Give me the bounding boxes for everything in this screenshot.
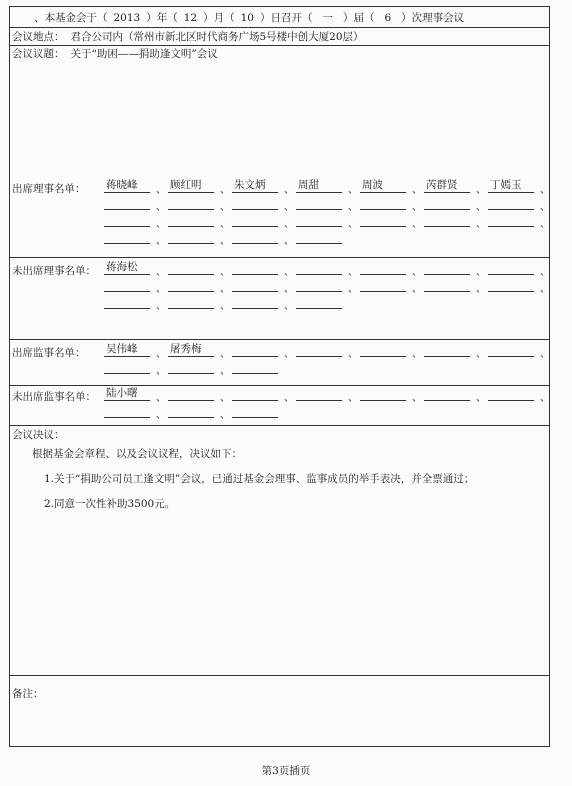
name-separator: 、 [284,349,294,360]
name-slot [168,360,214,374]
name-separator: 、 [220,236,230,247]
name-separator: 、 [348,267,358,278]
divider [10,45,549,46]
divider [10,425,549,426]
name-separator: 、 [156,301,166,312]
name-separator: 、 [284,393,294,404]
divider [10,385,549,386]
topic-row [12,47,218,61]
name-slot [232,230,278,244]
name-separator: 、 [348,284,358,295]
name-slot [232,278,278,292]
name-row [104,179,550,196]
name-slot: 周甜 [296,179,342,193]
name-separator: 、 [220,301,230,312]
name-separator: 、 [412,349,422,360]
name-slot [360,278,406,292]
name-separator: 、 [220,185,230,196]
name-slot [168,295,214,309]
divider [10,257,549,258]
name-slot [296,196,342,210]
name-row [104,360,550,377]
name-slot [232,196,278,210]
resolution-item-2: 2.同意一次性补助3500元。 [44,498,176,510]
name-separator: 、 [284,202,294,213]
name-slot: 陆小曙 [104,387,150,401]
month-value: 12 [183,12,198,24]
name-separator: 、 [476,185,486,196]
name-slot [488,278,534,292]
name-separator: 、 [412,185,422,196]
name-slot [360,343,406,357]
name-row [104,404,550,421]
name-separator: 、 [156,366,166,377]
name-separator: 、 [540,219,550,230]
name-slot: 丁嫣玉 [488,179,534,193]
name-slot [424,343,470,357]
name-slot: 蒋晓峰 [104,179,150,193]
name-separator: 、 [412,219,422,230]
name-slot [168,230,214,244]
name-slot [488,343,534,357]
name-slot: 吴伟峰 [104,343,150,357]
name-separator: 、 [476,202,486,213]
name-slot [232,360,278,374]
name-separator: 、 [220,410,230,421]
name-slot [488,196,534,210]
name-separator: 、 [540,202,550,213]
location-label: 会议地点： [12,31,65,43]
name-row [104,213,550,230]
absent-supervisors-label: 未出席监事名单： [12,391,96,403]
name-separator: 、 [220,349,230,360]
name-slot [104,213,150,227]
name-separator: 、 [156,284,166,295]
absent-directors-label: 未出席理事名单： [12,265,96,277]
name-separator: 、 [348,185,358,196]
name-separator: 、 [156,236,166,247]
absent-supervisors-list [104,387,550,421]
attending-directors-list [104,179,550,247]
name-separator: 、 [412,202,422,213]
name-separator: 、 [540,267,550,278]
name-separator: 、 [220,366,230,377]
name-separator: 、 [348,393,358,404]
name-slot [104,196,150,210]
name-slot [296,343,342,357]
name-slot [168,387,214,401]
name-row [104,230,550,247]
name-separator: 、 [476,349,486,360]
name-slot: 顾红明 [168,179,214,193]
name-separator: 、 [156,393,166,404]
name-slot [296,295,342,309]
name-slot [168,278,214,292]
name-separator: 、 [220,393,230,404]
name-separator: 、 [156,219,166,230]
location-value: 君合公司内（常州市新北区时代商务广场5号楼中创大厦20层） [70,31,364,43]
day-value: 10 [240,12,254,24]
name-slot [168,213,214,227]
name-row [104,261,550,278]
name-slot [104,230,150,244]
name-separator: 、 [540,393,550,404]
name-slot [296,278,342,292]
name-separator: 、 [220,284,230,295]
name-row [104,295,550,312]
name-slot [104,295,150,309]
name-slot [232,404,278,418]
divider [10,675,549,676]
name-slot [296,261,342,275]
name-slot [424,196,470,210]
name-slot: 蒋海松 [104,261,150,275]
term-value: 一 [322,12,333,24]
name-slot [168,196,214,210]
name-slot: 屠秀梅 [168,343,214,357]
name-slot [232,387,278,401]
name-slot [296,230,342,244]
name-separator: 、 [284,219,294,230]
name-slot [104,278,150,292]
attending-supervisors-list [104,343,550,377]
name-slot: 周波 [360,179,406,193]
name-slot [488,387,534,401]
resolution-intro: 根据基金会章程、以及会议议程，决议如下： [32,448,242,460]
name-row [104,387,550,404]
name-slot [232,343,278,357]
attending-supervisors-label: 出席监事名单： [12,347,86,359]
name-slot [360,387,406,401]
name-separator: 、 [156,267,166,278]
remarks-label: 备注： [12,688,44,700]
name-separator: 、 [284,284,294,295]
meeting-record-form [9,6,550,747]
name-separator: 、 [348,202,358,213]
name-slot [104,360,150,374]
name-separator: 、 [348,349,358,360]
name-separator: 、 [540,349,550,360]
name-separator: 、 [220,267,230,278]
name-slot [168,261,214,275]
name-separator: 、 [348,219,358,230]
session-value: 6 [384,12,392,24]
name-separator: 、 [412,267,422,278]
attending-directors-label: 出席理事名单： [12,183,86,195]
name-separator: 、 [156,202,166,213]
name-slot: 芮群贤 [424,179,470,193]
resolution-item-1: 1.关于“捐助公司员工逢文明”会议，已通过基金会理事、监事成员的举手表决，并全票通过； [44,473,475,485]
divider [10,339,549,340]
name-row [104,278,550,295]
name-slot [424,278,470,292]
name-slot [424,261,470,275]
name-separator: 、 [284,236,294,247]
name-slot [424,387,470,401]
name-slot [424,213,470,227]
name-slot [104,404,150,418]
name-row [104,196,550,213]
name-separator: 、 [156,410,166,421]
name-separator: 、 [284,301,294,312]
name-slot [488,213,534,227]
name-separator: 、 [284,185,294,196]
name-separator: 、 [412,284,422,295]
name-slot [232,261,278,275]
name-separator: 、 [476,393,486,404]
topic-value: 关于“助困——捐助逢文明”会议 [70,48,218,60]
name-separator: 、 [156,185,166,196]
name-separator: 、 [540,185,550,196]
name-separator: 、 [284,267,294,278]
name-separator: 、 [476,219,486,230]
name-separator: 、 [156,349,166,360]
name-separator: 、 [476,267,486,278]
year-value: 2013 [113,12,141,24]
location-row [12,30,364,44]
name-separator: 、 [220,202,230,213]
name-slot: 朱文炳 [232,179,278,193]
name-slot [488,261,534,275]
name-slot [360,196,406,210]
name-slot [232,213,278,227]
name-slot [232,295,278,309]
name-slot [360,213,406,227]
page-footer: 第3页插页 [261,765,311,777]
name-slot [168,404,214,418]
name-separator: 、 [540,284,550,295]
name-row [104,343,550,360]
name-slot [360,261,406,275]
absent-directors-list [104,261,550,312]
meeting-header-line: 、本基金会于（ 2013 ）年（ 12 ）月（ 10 ）日召开（ 一 ）届（ 6 ）次理事会议 [34,12,465,24]
name-separator: 、 [412,393,422,404]
divider [10,27,549,28]
topic-label: 会议议题： [12,48,65,60]
name-slot [296,387,342,401]
name-slot [296,213,342,227]
name-separator: 、 [220,219,230,230]
name-separator: 、 [476,284,486,295]
resolution-label: 会议决议： [12,429,65,441]
